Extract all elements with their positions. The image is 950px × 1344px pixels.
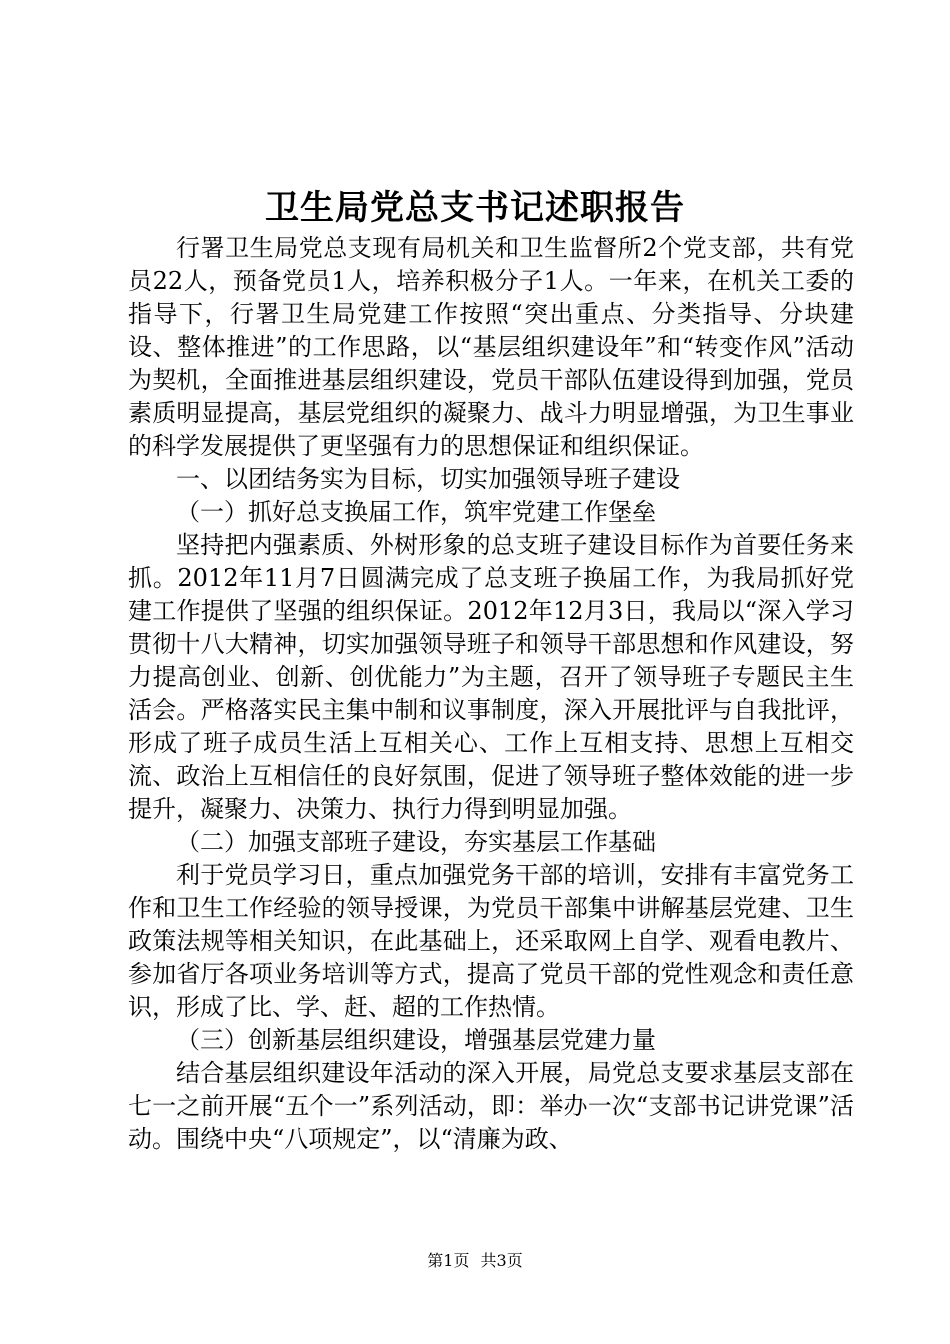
subsection-heading-3: （三）创新基层组织建设，增强基层党建力量 xyxy=(176,1026,656,1054)
page-number: 第1页 xyxy=(427,1251,470,1270)
paragraph-subsection-1: 坚持把内强素质、外树形象的总支班子建设目标作为首要任务来抓。2012年11月7日圆满完成了总支班子换届工作，为我局抓好党建工作提供了坚强的组织保证。2012年12月3日，我局以“深入学习贯彻十八大精神，切实加强领导班子和领导干部思想和作风建设，努力提高创业、创新、创优能力”为主题，召开了领导班子专题民主生活会。严格落实民主集中制和议事制度，深入开展批评与自我批评，形成了班子成员生活上互相关心、工作上互相支持、思想上互相交流、政治上互相信任的良好氛围，促进了领导班子整体效能的进一步提升，凝聚力、决策力、执行力得到明显加强。 xyxy=(128,531,854,823)
document-title: 卫生局党总支书记述职报告 xyxy=(265,188,685,228)
paragraph-subsection-2: 利于党员学习日，重点加强党务干部的培训，安排有丰富党务工作和卫生工作经验的领导授课，为党员干部集中讲解基层党建、卫生政策法规等相关知识，在此基础上，还采取网上自学、观看电教片、参加省厅各项业务培训等方式，提高了党员干部的党性观念和责任意识，形成了比、学、赶、超的工作热情。 xyxy=(128,861,854,1021)
page-total: 共3页 xyxy=(480,1251,523,1270)
section-heading-1: 一、以团结务实为目标，切实加强领导班子建设 xyxy=(176,465,680,493)
subsection-heading-1: （一）抓好总支换届工作，筑牢党建工作堡垒 xyxy=(176,498,656,526)
subsection-heading-2: （二）加强支部班子建设，夯实基层工作基础 xyxy=(176,828,656,856)
paragraph-subsection-3: 结合基层组织建设年活动的深入开展，局党总支要求基层支部在七一之前开展“五个一”系列活动，即：举办一次“支部书记讲党课”活动。围绕中央“八项规定”，以“清廉为政、 xyxy=(128,1059,854,1153)
page-footer xyxy=(0,1250,950,1272)
paragraph-intro: 行署卫生局党总支现有局机关和卫生监督所2个党支部，共有党员22人，预备党员1人，培养积极分子1人。一年来，在机关工委的指导下，行署卫生局党建工作按照“突出重点、分类指导、分块建设、整体推进”的工作思路，以“基层组织建设年”和“转变作风”活动为契机，全面推进基层组织建设，党员干部队伍建设得到加强，党员素质明显提高，基层党组织的凝聚力、战斗力明显增强，为卫生事业的科学发展提供了更坚强有力的思想保证和组织保证。 xyxy=(128,234,854,460)
document-body xyxy=(128,232,854,1156)
